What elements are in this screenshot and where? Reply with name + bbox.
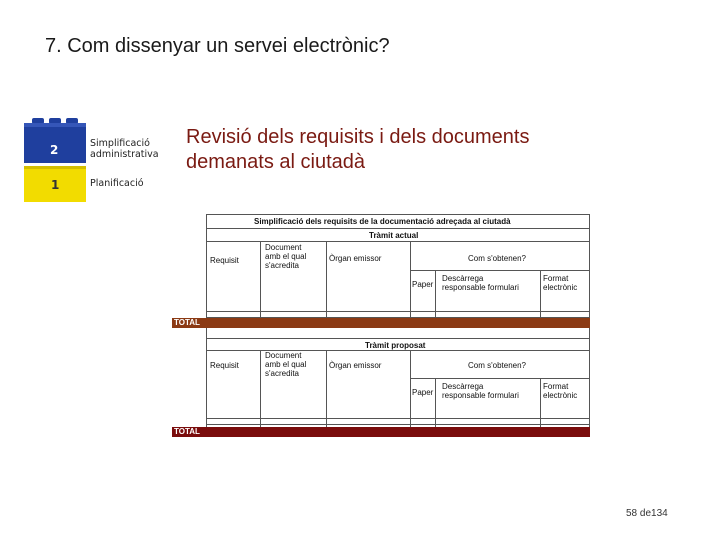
heading-line: demanats al ciutadà (186, 151, 366, 173)
column-document-line: s'acredita (265, 369, 299, 378)
step-number-1: 1 (51, 178, 60, 192)
lego-highlight (24, 123, 86, 127)
total-label: TOTAL (174, 427, 200, 436)
column-divider (260, 350, 261, 432)
current-section-label: Tràmit actual (369, 231, 419, 240)
table-title: Simplificació dels requisits de la documentació adreçada al ciutadà (254, 217, 511, 226)
heading-line: Revisió dels requisits i dels documents (186, 126, 530, 148)
step-label-line: administrativa (90, 149, 159, 160)
column-requisit: Requisit (210, 361, 239, 370)
column-divider (410, 241, 411, 327)
column-document-line: amb el qual (265, 360, 307, 369)
column-descarrega (442, 382, 519, 400)
column-format (543, 274, 577, 292)
column-document (265, 243, 306, 270)
column-com: Com s'obtenen? (468, 254, 527, 263)
lego-shadow (24, 166, 86, 169)
column-divider (410, 350, 411, 432)
column-paper: Paper (412, 280, 434, 289)
table-rule (206, 350, 590, 351)
column-document (265, 351, 306, 378)
column-document-line: Document (265, 243, 302, 252)
table-rule (206, 228, 590, 229)
column-descarrega (442, 274, 519, 292)
column-descarrega-line: Descàrrega (442, 382, 484, 391)
step-label-simplification (90, 138, 159, 160)
column-format-line: electrònic (543, 283, 578, 292)
column-descarrega-line: Descàrrega (442, 274, 484, 283)
column-organ: Òrgan emissor (329, 361, 382, 370)
proposed-section-label: Tràmit proposat (365, 341, 426, 350)
section-heading (186, 125, 666, 175)
column-divider (260, 241, 261, 327)
requirements-table-image (172, 214, 592, 440)
column-descarrega-line: responsable formulari (442, 283, 519, 292)
column-divider (326, 241, 327, 327)
total-bar-proposed (172, 427, 590, 437)
table-rule (206, 418, 590, 419)
step-label-line: Simplificació (90, 138, 150, 149)
column-format-line: electrònic (543, 391, 578, 400)
column-requisit: Requisit (210, 256, 239, 265)
table-rule (206, 241, 590, 242)
table-border (206, 214, 590, 215)
table-rule (206, 424, 590, 425)
column-document-line: Document (265, 351, 302, 360)
column-divider (326, 350, 327, 432)
column-format-line: Format (543, 382, 569, 391)
table-rule (410, 270, 590, 271)
column-com: Com s'obtenen? (468, 361, 527, 370)
column-document-line: s'acredita (265, 261, 299, 270)
step-label-planning: Planificació (90, 178, 144, 189)
total-label: TOTAL (174, 318, 200, 327)
total-bar-current (172, 318, 590, 328)
table-rule (206, 311, 590, 312)
column-document-line: amb el qual (265, 252, 307, 261)
slide-title: 7. Com dissenyar un servei electrònic? (45, 35, 390, 57)
column-descarrega-line: responsable formulari (442, 391, 519, 400)
page-number: 58 de134 (626, 508, 668, 519)
table-rule (206, 338, 590, 339)
step-number-2: 2 (50, 143, 59, 157)
column-format (543, 382, 577, 400)
column-format-line: Format (543, 274, 569, 283)
column-paper: Paper (412, 388, 434, 397)
table-rule (410, 378, 590, 379)
column-organ: Òrgan emissor (329, 254, 382, 263)
